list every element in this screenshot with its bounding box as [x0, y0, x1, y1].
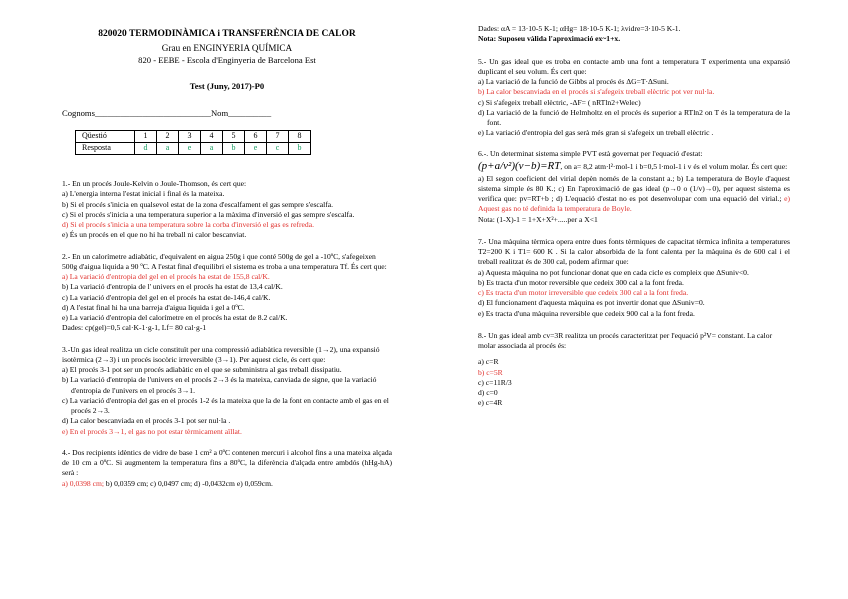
- option-c: c) La variació d'entropia del gas en el procés 1-2 és la mateixa que la de la font en contacte amb el gas en el procés 2→3.: [62, 395, 389, 416]
- question-stem: 5.- Un gas ideal que es troba en contacte amb una font a temperatura T experimenta una expansió duplicant el seu volum. És cert que:: [478, 56, 790, 76]
- option-c: c) c=11R/3: [478, 377, 512, 387]
- question-stem: 8.- Un gas ideal amb cv=3R realitza un procés caracteritzat per l'equació p²V= constant. La calor molar associada al procés és:: [478, 330, 773, 351]
- option-e: e) La variació d'entropia del gas serà més gran si s'afegeix un treball elèctric .: [478, 128, 714, 138]
- other-options: b) 0,0359 cm; c) 0,0497 cm; d) -0,0432cm e) 0,059cm.: [103, 478, 273, 488]
- option-c: c) Si el procés s'inicia a una temperatura superior a la màxima d'inversió el gas sempre s'escalfa.: [62, 209, 355, 219]
- question-number: 8: [289, 131, 311, 143]
- right-column: [478, 24, 790, 409]
- option-b: b) La variació d'entropia de l'univers en el procés 2→3 és la mateixa, canviada de signe, que la variació d'entropia de l'univers en el procés 3→1.: [62, 375, 377, 395]
- question-2: [62, 252, 392, 334]
- question-1: [62, 179, 392, 241]
- answer-letter: b: [289, 143, 311, 155]
- option-a: a) Aquesta màquina no pot funcionar donat que en cada cicle es compleix que ΔSuniv<0.: [478, 267, 749, 277]
- option-c: c) Si s'afegeix treball elèctric, -ΔF= ( nRTln2+Welec): [478, 97, 641, 107]
- name-field-row: Cognoms___________________________Nom__________: [62, 108, 272, 119]
- answer-letter: e: [179, 143, 201, 155]
- question-number: 1: [135, 131, 157, 143]
- question-body: [478, 174, 790, 215]
- test-title: Test (Juny, 2017)-P0: [189, 80, 265, 91]
- option-b: b) La variació d'entropia de l' univers en el procés ha estat de 13,4 cal/K.: [62, 282, 283, 292]
- answer-letter: a: [201, 143, 223, 155]
- question-number-row: [76, 131, 311, 143]
- state-equation-line: [478, 159, 790, 174]
- degree-name: Grau en ENGINYERIA QUÍMICA: [161, 42, 293, 53]
- option-a: a) c=R: [478, 357, 499, 367]
- answer-letter: a: [157, 143, 179, 155]
- question-number: 3: [179, 131, 201, 143]
- option-c: c) La variació d'entropia del gel en el procés ha estat de-146,4 cal/K.: [62, 292, 271, 302]
- left-column: [62, 0, 392, 489]
- option-d-correct: d) Si el procés s'inicia a una temperatura sobre la corba d'inversió el gas es refreda.: [62, 220, 314, 230]
- option-b-correct: b) La calor bescanviada en el procés si s'afegeix treball elèctric pot ver nul·la.: [478, 87, 715, 97]
- option-a: a) El procés 3-1 pot ser un procés adiabàtic en el que se subministra al gas treball dissipatiu.: [62, 365, 342, 375]
- option-e-correct: e) En el procés 3→1, el gas no pot estar tèrmicament aïllat.: [62, 426, 242, 436]
- option-a-correct: a) La variació d'entropia del gel en el procés ha estat de 155,8 cal/K.: [62, 272, 270, 282]
- question-number: 7: [267, 131, 289, 143]
- course-title: 820020 TERMODINÀMICA i TRANSFERÈNCIA DE CALOR: [98, 29, 356, 39]
- question-4: [62, 448, 392, 489]
- answer-letter: e: [245, 143, 267, 155]
- option-b: b) Si el procés s'inicia en qualsevol estat de la zona d'escalfament el gas sempre s'escalfa.: [62, 199, 334, 209]
- option-d: d) El funcionament d'aquesta màquina es pot invertir donat que ΔSuniv=0.: [478, 298, 705, 308]
- option-a: a) La variació de la funció de Gibbs al procés és ΔG=T·ΔSuni.: [478, 77, 669, 86]
- answer-letter: d: [135, 143, 157, 155]
- school-name: 820 - EEBE - Escola d'Enginyeria de Barcelona Est: [138, 55, 316, 66]
- question-stem: 3.-Un gas ideal realitza un cicle constituït per una compressió adiabàtica reversible (1→2), una expansió isotèrmica (2→3) i un procés isocòric irreversible (3→1). Per aquest cicle, és cert que:: [62, 344, 380, 364]
- answer-table: [75, 130, 311, 155]
- option-e: e) És un procés en el que no hi ha treball ni calor bescanviat.: [62, 230, 247, 240]
- question-note: Nota: (1-X)-1 = 1+X+X²+.....per a X<1: [478, 214, 598, 224]
- option-d: d) c=0: [478, 388, 498, 398]
- question-3: [62, 345, 392, 437]
- row-label-answer: Resposta: [76, 143, 135, 155]
- option-d: d) La variació de la funció de Helmholtz en el procés és superior a RTln2 on T és la temperatura de la font.: [478, 107, 790, 127]
- option-a-correct: a) 0,0398 cm;: [62, 478, 104, 488]
- question-stem: 1.- En un procés Joule-Kelvin o Joule-Thomson, és cert que:: [62, 179, 247, 189]
- option-b-correct: b) c=5R: [478, 367, 503, 377]
- option-e: e) Es tracta d'una màquina reversible que cedeix 900 cal a la font freda.: [478, 308, 695, 318]
- option-e: e) c=4R: [478, 398, 503, 408]
- option-e: e) La variació d'entropia del calorímetre en el procés ha estat de 8.2 cal/K.: [62, 313, 288, 323]
- question-5: [478, 57, 790, 139]
- approx-note: Nota: Suposeu vàlida l'aproximació ex~1+x.: [478, 34, 621, 44]
- state-equation: (p+a/v²)(v−b)=RT: [478, 159, 561, 172]
- answer-line: [62, 479, 392, 489]
- equation-suffix: , on a= 8,2 atm·l²·mol-1 i b=0,5 l·mol-1 i v és el volum molar. És cert que:: [560, 161, 788, 171]
- question-7: [478, 237, 790, 319]
- options-text: a) El segon coeficient del virial depèn només de la constant a.; b) La temperatura de Boyle d'aquest sistema simple és 80 K.; c) En l'aproximació de gas ideal (p→0 o (1/v)→0), per aquest sistema es verifica que: pv=RT+b ; d) L'equació d'estat no es pot desenvolupar com una equació del virial.;: [478, 173, 790, 204]
- question-number: 2: [157, 131, 179, 143]
- question-data: Dades: cp(gel)=0,5 cal·K-1·g-1, Lf= 80 cal·g-1: [62, 323, 207, 333]
- answer-letter: b: [223, 143, 245, 155]
- question-number: 6: [245, 131, 267, 143]
- option-e-correct: e) Aquest gas no té definida la temperatura de Boyle.: [478, 194, 790, 214]
- row-label-question: Qüestió: [76, 131, 135, 143]
- option-d: d) La calor bescanviada en el procés 3-1 pot ser nul·la .: [62, 416, 231, 426]
- constants-data: Dades: αA = 13·10-5 K-1; αHg= 18·10-5 K-1; λvidre=3·10-5 K-1.: [478, 24, 681, 33]
- option-c-correct: c) Es tracta d'un motor irreversible que cedeix 300 cal a la font freda.: [478, 288, 689, 298]
- option-a: a) L'energia interna l'estat inicial i final és la mateixa.: [62, 189, 225, 199]
- question-8: [478, 331, 790, 409]
- option-d: d) A l'estat final hi ha una barreja d'aigua liquida i gel a 0ºC.: [62, 302, 245, 312]
- option-b: b) Es tracta d'un motor reversible que cedeix 300 cal a la font freda.: [478, 277, 684, 287]
- question-stem: 4.- Dos recipients idèntics de vidre de base 1 cm² a 0ºC contenen mercuri i alcohol fins a una mateixa alçada de 10 cm a 0ºC. Si augmentem la temperatura fins a 80ºC, la diferència d'alçada entre ambdós (hHg-hA) serà :: [62, 447, 392, 478]
- question-stem: 7.- Una màquina tèrmica opera entre dues fonts tèrmiques de capacitat tèrmica infinita a temperatures T2=200 K i T1= 600 K . Si la calor absorbida de la font calenta per la màquina és de 600 cal i el treball realitzat és de 300 cal, podem afirmar que:: [478, 236, 790, 267]
- answer-letter: c: [267, 143, 289, 155]
- question-stem: 6.-. Un determinat sistema simple PVT està governat per l'equació d'estat:: [478, 148, 703, 158]
- question-stem: 2.- En un calorímetre adiabàtic, d'equivalent en aigua 250g i que conté 500g de gel a -10ºC, s'afegeixen 500g d'aigua liquida a 90 ºC. A l'estat final d'equilibri el sistema es troba a una temperatura Tf. És cert que:: [62, 251, 387, 271]
- question-6: [478, 149, 790, 225]
- question-number: 4: [201, 131, 223, 143]
- answer-letter-row: [76, 143, 311, 155]
- question-number: 5: [223, 131, 245, 143]
